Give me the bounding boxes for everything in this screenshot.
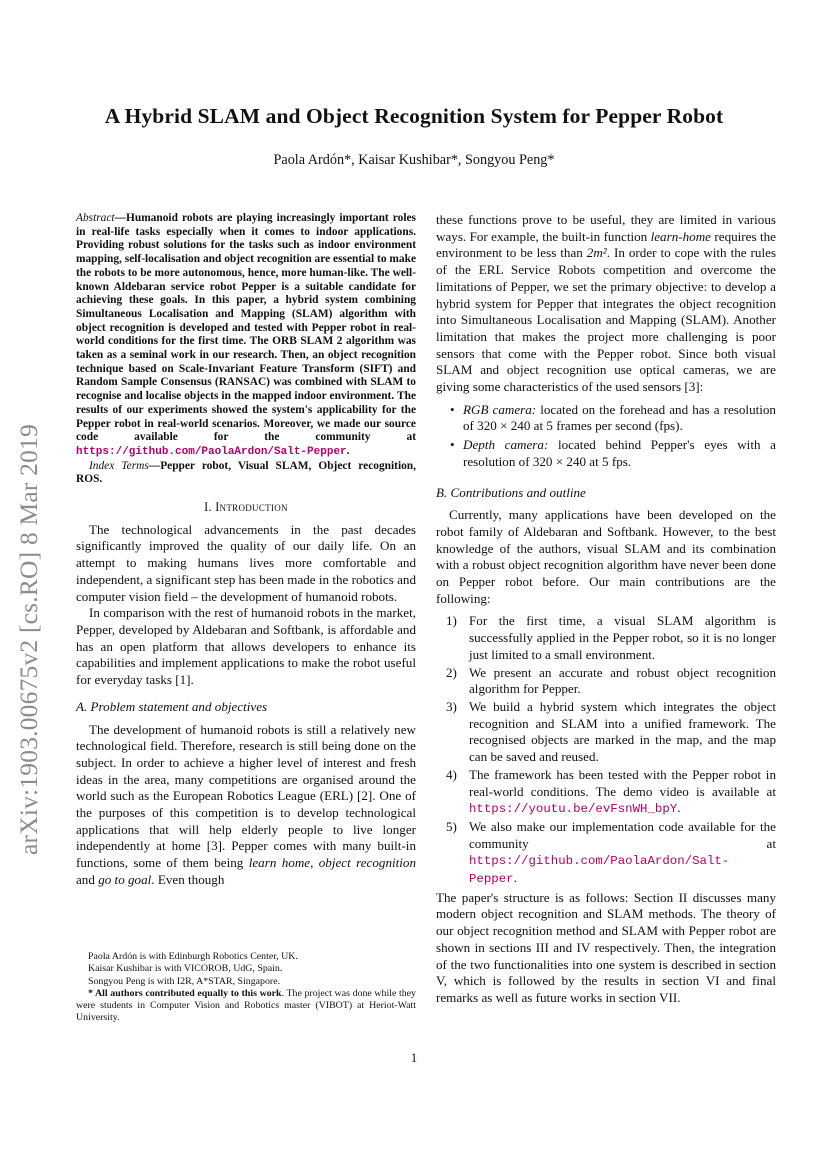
intro-paragraph-1: The technological advancements in the past decades significantly improved the quality of our daily life. On an attempt to making humans lives more comfortable and independent, a significant step has been made in the robotics and computer vision field – the development of humanoid robots. — [76, 521, 416, 604]
abstract: Abstract—Humanoid robots are playing increasingly important roles in real-life tasks especially when it comes to indoor applications. Providing robust solutions for the tasks such as indoor environment mapping, self-localisation and object recognition are essential to make the robots to be more autonomous, hence, more human-like. The well-known Aldebaran service robot Pepper is a suitable candidate for achieving these goals. In this paper, a hybrid system combining Simultaneous Localisation and Mapping (SLAM) algorithm with object recognition is developed and tested with Pepper robot in real-world conditions for the first time. The ORB SLAM 2 algorithm was taken as a seminal work in our research. Then, an object recognition technique based on Scale-Invariant Feature Transform (SIFT) and Random Sample Consensus (RANSAC) was combined with SLAM to recognise and localise objects in the mapped indoor environment. The results of our experiments showed the system's applicability for the Pepper robot in real-world scenarios. Moreover, we made our source code available for the community at https://github.com/PaolaArdon/Salt-Pepper. — [76, 212, 416, 458]
list-item: 2) We present an accurate and robust object recognition algorithm for Pepper. — [446, 664, 776, 697]
section-heading-introduction: I. Introduction — [204, 500, 288, 515]
list-item: • Depth camera: located behind Pepper's eyes with a resolution of 320 × 240 at 5 fps. — [450, 437, 776, 469]
arxiv-stamp-text: arXiv:1903.00675v2 [cs.RO] 8 Mar 2019 — [14, 424, 43, 855]
problem-paragraph-continued: these functions prove to be useful, they are limited in various ways. For example, the built-in function learn-home requires the environment to be less than 2m². In order to cope with the rules of the ERL Service Robots competition and overcome the limitations of Pepper, we set the primary objective: to develop a hybrid system for Pepper that integrates the object recognition into Simultaneous Localisation and Mapping (SLAM). Another limitation that makes the project more challenging is poor sensors that come with the Pepper robot. Since both visual SLAM and object recognition use optical cameras, we are giving some characteristics of the used sensors [3]: — [436, 212, 776, 395]
contributions-list — [436, 613, 776, 887]
index-terms: Index Terms—Pepper robot, Visual SLAM, Object recognition, ROS. — [76, 459, 416, 486]
footnote-equal-contribution: * All authors contributed equally to this work. The project was done while they were students in Computer Vision and Robotics master (VIBOT) at Heriot-Watt University. — [76, 987, 416, 1024]
right-column — [436, 212, 776, 1007]
list-item: 1) For the first time, a visual SLAM algorithm is successfully applied in the Pepper robot, so it is no longer just limited to a small environment. — [446, 613, 776, 662]
intro-paragraph-2: In comparison with the rest of humanoid robots in the market, Pepper, developed by Aldebaran and Softbank, is affordable and has an open platform that allows developers to enhance its capabilities and implement applications to make the robot useful for everyday tasks [1]. — [76, 605, 416, 688]
sensor-list — [436, 402, 776, 471]
demo-video-link[interactable]: https://youtu.be/evFsnWH_bpY — [469, 802, 678, 817]
contributions-paragraph: Currently, many applications have been developed on the robot family of Aldebaran and Softbank. However, to the best knowledge of the authors, visual SLAM and its combination with a robust object recognition algorithm have never been done on Pepper robot before. Our main contributions are the following: — [436, 507, 776, 606]
left-column — [76, 212, 416, 889]
page-number: 1 — [410, 1050, 418, 1065]
abstract-code-link[interactable]: https://github.com/PaolaArdon/Salt-Pepper — [76, 445, 347, 458]
list-item: 4) The framework has been tested with the Pepper robot in real-world conditions. The demo video is available at https://youtu.be/evFsnWH_bpY. — [446, 766, 776, 817]
problem-paragraph: The development of humanoid robots is still a relatively new technological field. Therefore, research is still being done on the subject. In order to achieve a higher level of interest and fresh ideas in the area, many competitions are organised around the world such as the European Robotics League (ERL) [2]. One of the purposes of this competition is to develop technological applications that will help elderly people to live longer independently at home [3]. Pepper comes with many built-in functions, some of them being learn home, object recognition and go to goal. Even though — [76, 721, 417, 887]
footnotes — [76, 951, 416, 1025]
index-terms-text: Pepper robot, Visual SLAM, Object recognition, ROS. — [76, 459, 416, 486]
abstract-text: Humanoid robots are playing increasingly important roles in real-life tasks especially when it comes to indoor applications. Providing robust solutions for the tasks such as indoor environment mapping, self-localisation and object recognition are essential to make the robots to be more autonomous, hence, more human-like. The well-known Aldebaran service robot Pepper is a suitable candidate for achieving these goals. In this paper, a hybrid system combining Simultaneous Localisation and Mapping (SLAM) algorithm with object recognition is developed and tested with Pepper robot in real-world conditions for the first time. The ORB SLAM 2 algorithm was taken as a seminal work in our research. Then, an object recognition technique based on Scale-Invariant Feature Transform (SIFT) and Random Sample Consensus (RANSAC) was combined with SLAM to recognise and localise objects in the mapped indoor environment. The results of our experiments showed the system's applicability for the Pepper robot in real-world scenarios. Moreover, we made our source code available for the community at — [76, 212, 416, 444]
paper-title: A Hybrid SLAM and Object Recognition System for Pepper Robot — [104, 104, 724, 128]
list-item: 3) We build a hybrid system which integrates the object recognition and SLAM into a unified framework. The recognised objects are marked in the map, and the map can be saved and reused. — [446, 698, 776, 765]
index-terms-label: Index Terms — [89, 459, 149, 472]
list-item: • RGB camera: located on the forehead and has a resolution of 320 × 240 at 5 frames per second (fps). — [450, 401, 776, 434]
subsection-heading-contributions: B. Contributions and outline — [436, 484, 586, 500]
footnote-peng: Songyou Peng is with I2R, A*STAR, Singapore. — [88, 975, 281, 987]
code-repo-link[interactable]: https://github.com/PaolaArdon/Salt-Pepper — [469, 854, 730, 887]
outline-paragraph: The paper's structure is as follows: Section II discusses many modern object recognition and SLAM methods. The theory of our object recognition method and SLAM with Pepper robot are shown in sections III and IV respectively. Then, the integration of the two functionalities into one system is described in section V, which is followed by the results in section VI and final remarks as well as future works in section VII. — [436, 889, 776, 1005]
subsection-heading-problem: A. Problem statement and objectives — [76, 698, 268, 714]
list-item: 5) We also make our implementation code available for the community at https://github.com/PaolaArdon/Salt-Pepper. — [446, 818, 776, 887]
abstract-label: Abstract — [76, 212, 115, 224]
footnote-ardon: Paola Ardón is with Edinburgh Robotics Center, UK. — [88, 951, 298, 962]
author-list: Paola Ardón*, Kaisar Kushibar*, Songyou Peng* — [273, 152, 555, 168]
footnote-kushibar: Kaisar Kushibar is with VICOROB, UdG, Spain. — [88, 963, 283, 975]
